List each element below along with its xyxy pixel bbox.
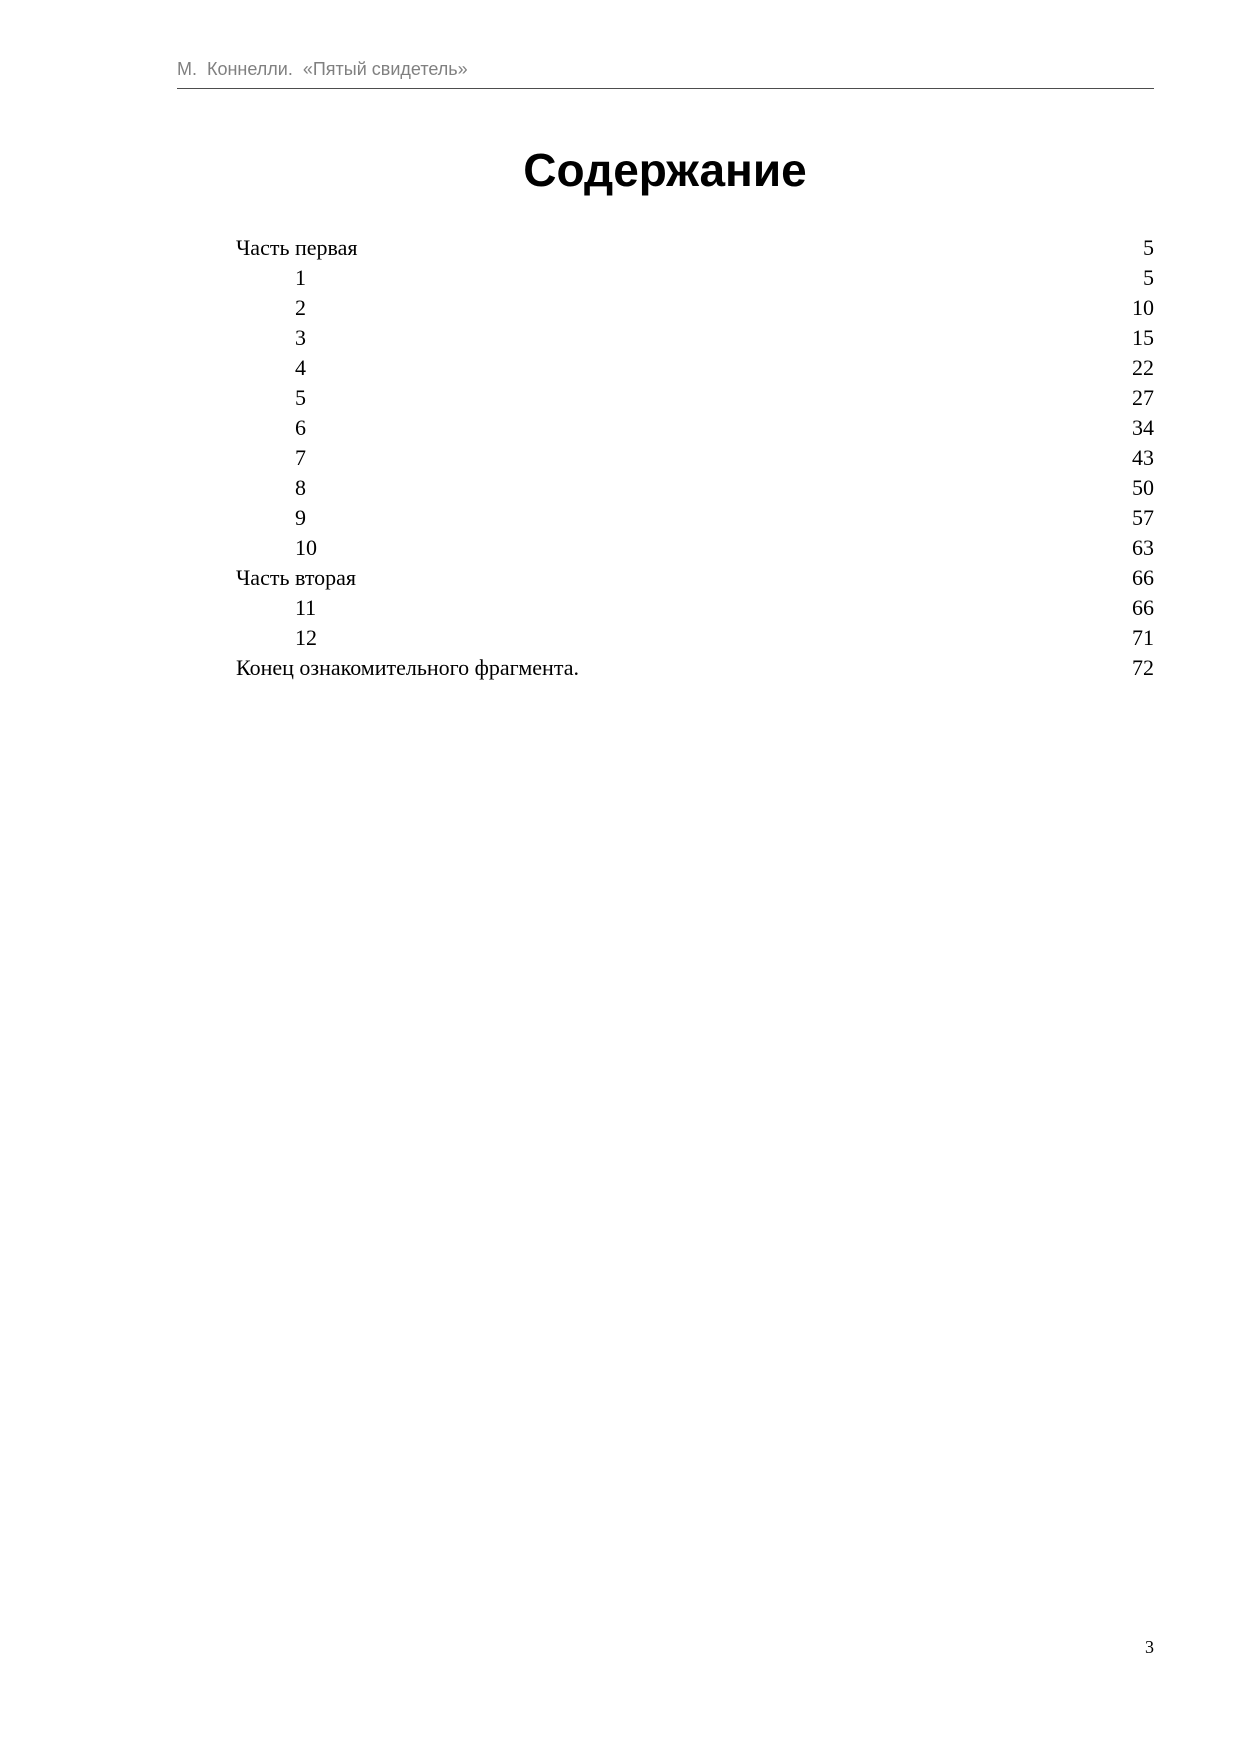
toc-entry-label: 2 [295, 295, 306, 320]
toc-entry[interactable] [236, 233, 1154, 263]
toc-entry-page: 66 [1132, 595, 1154, 620]
header-divider [177, 88, 1154, 89]
toc-entry-label: 8 [295, 475, 306, 500]
toc-entry[interactable] [236, 443, 1154, 473]
toc-entry-label: 11 [295, 595, 317, 620]
toc-entry[interactable] [236, 413, 1154, 443]
toc-entry[interactable] [236, 563, 1154, 593]
page-number: 3 [1145, 1637, 1154, 1657]
toc-entry[interactable] [236, 293, 1154, 323]
toc-entry-label: Часть первая [236, 235, 358, 260]
toc-entry[interactable] [236, 263, 1154, 293]
toc-entry-page: 27 [1132, 385, 1154, 410]
toc-entry-page: 5 [1143, 265, 1154, 290]
toc-entry-page: 22 [1132, 355, 1154, 380]
toc-entry-page: 5 [1143, 235, 1154, 260]
toc-entry-page: 66 [1132, 565, 1154, 590]
toc-entry-label: Конец ознакомительного фрагмента. [236, 655, 579, 680]
toc-entry-page: 63 [1132, 535, 1154, 560]
toc-entry[interactable] [236, 653, 1154, 683]
toc-entry[interactable] [236, 323, 1154, 353]
toc-entry-label: 9 [295, 505, 306, 530]
toc-entry-page: 57 [1132, 505, 1154, 530]
toc-entry[interactable] [236, 623, 1154, 653]
toc-entry[interactable] [236, 593, 1154, 623]
toc-entry-page: 71 [1132, 625, 1154, 650]
table-of-contents [236, 233, 1154, 683]
toc-entry-label: 12 [295, 625, 317, 650]
toc-entry[interactable] [236, 383, 1154, 413]
toc-entry-label: 3 [295, 325, 306, 350]
toc-entry-label: 10 [295, 535, 317, 560]
toc-entry[interactable] [236, 503, 1154, 533]
toc-entry[interactable] [236, 473, 1154, 503]
toc-entry-page: 10 [1132, 295, 1154, 320]
toc-entry-label: 4 [295, 355, 306, 380]
toc-entry-label: 1 [295, 265, 306, 290]
toc-entry-label: Часть вторая [236, 565, 357, 590]
toc-entry[interactable] [236, 353, 1154, 383]
toc-title: Содержание [523, 144, 807, 196]
running-header: М. Коннелли. «Пятый свидетель» [177, 59, 468, 79]
toc-entry-label: 5 [295, 385, 306, 410]
toc-entry-page: 72 [1132, 655, 1154, 680]
toc-entry-page: 34 [1132, 415, 1154, 440]
toc-entry-page: 43 [1132, 445, 1154, 470]
toc-entry-label: 7 [295, 445, 306, 470]
toc-entry[interactable] [236, 533, 1154, 563]
toc-entry-page: 15 [1132, 325, 1154, 350]
toc-entry-label: 6 [295, 415, 306, 440]
toc-entry-page: 50 [1132, 475, 1154, 500]
